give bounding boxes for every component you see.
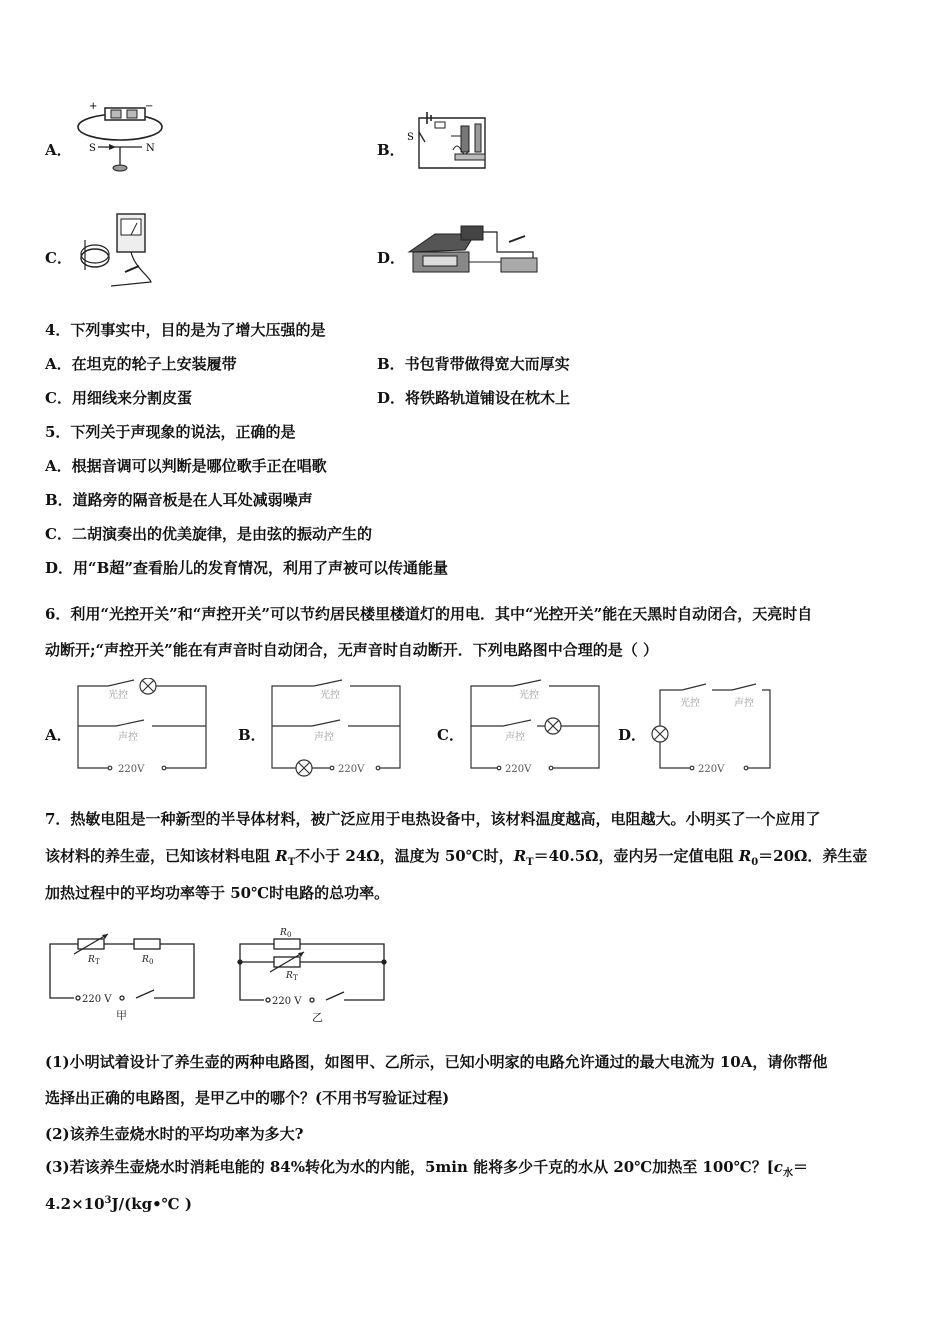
q7-part3-line1: (3)若该养生壶烧水时消耗电能的 84%转化为水的内能，5min 能将多少千克的水从 20℃加热至 100℃？[$c_水=$: [45, 1158, 808, 1179]
svg-text:光控: 光控: [519, 690, 539, 701]
svg-text:−: −: [145, 101, 154, 112]
svg-text:0: 0: [149, 958, 154, 966]
q7-circuit-jia: [44, 928, 204, 1027]
svg-text:T: T: [293, 974, 298, 982]
q7-part2: (2)该养生壶烧水时的平均功率为多大?: [45, 1125, 304, 1143]
svg-text:220V: 220V: [118, 764, 145, 775]
svg-text:0: 0: [287, 931, 292, 939]
svg-text:T: T: [95, 958, 100, 966]
q5-option-d: D．用“B超”查看胎儿的发育情况，利用了声被可以传通能量: [45, 559, 448, 577]
q6-option-d-label: D．: [618, 726, 647, 744]
svg-text:光控: 光控: [108, 690, 128, 701]
q6-circuit-d: [646, 678, 786, 782]
option-a-label: A．: [45, 141, 72, 159]
svg-text:S: S: [407, 132, 414, 143]
q6-option-c-label: C．: [437, 726, 464, 744]
svg-text:光控: 光控: [680, 698, 700, 709]
q5-option-a: A．根据音调可以判断是哪位歌手正在唱歌: [45, 457, 327, 475]
q6-stem-line1: 6．利用“光控开关”和“声控开关”可以节约居民楼里楼道灯的用电．其中“光控开关”能在天黑时自动闭合，天亮时自: [45, 605, 813, 623]
q4-stem: 4．下列事实中，目的是为了增大压强的是: [45, 321, 326, 339]
svg-text:220 V: 220 V: [82, 994, 112, 1005]
svg-text:R: R: [142, 955, 149, 965]
option-c-label: C．: [45, 249, 72, 267]
q6-circuit-b: [266, 678, 406, 782]
svg-text:声控: 声控: [314, 732, 334, 743]
q7-stem-line1: 7．热敏电阻是一种新型的半导体材料，被广泛应用于电热设备中，该材料温度越高，电阻越大。小明买了一个应用了: [45, 810, 821, 828]
svg-text:S: S: [89, 143, 96, 154]
q5-option-b: B．道路旁的隔音板是在人耳处减弱噪声: [45, 491, 313, 509]
q5-option-c: C．二胡演奏出的优美旋律，是由弦的振动产生的: [45, 525, 372, 543]
svg-text:220V: 220V: [505, 764, 532, 775]
q4-option-b: B．书包背带做得宽大而厚实: [377, 355, 570, 373]
svg-text:声控: 声控: [118, 732, 138, 743]
svg-text:乙: 乙: [312, 1011, 323, 1024]
q7-stem-line2: 该材料的养生壶，已知该材料电阻 $R_T$不小于 24Ω，温度为 50℃时，$R_T=40.5\Omega$，壶内另一定值电阻 $R_0=20\Omega$．养生壶: [45, 847, 868, 868]
option-b-label: B．: [377, 141, 405, 159]
q4-option-d: D．将铁路轨道铺设在枕木上: [377, 389, 571, 407]
svg-text:+: +: [89, 101, 98, 112]
q6-circuit-c: [465, 678, 605, 782]
svg-text:220V: 220V: [698, 764, 725, 775]
q5-stem: 5．下列关于声现象的说法，正确的是: [45, 423, 296, 441]
svg-text:R: R: [286, 971, 293, 981]
q4-option-a: A．在坦克的轮子上安装履带: [45, 355, 237, 373]
figure-b-relay: [405, 106, 495, 180]
option-d-label: D．: [377, 249, 406, 267]
q4-option-c: C．用细线来分割皮蛋: [45, 389, 192, 407]
q7-circuit-yi: [234, 920, 394, 1030]
q7-part1-line1: (1)小明试着设计了养生壶的两种电路图，如图甲、乙所示，已知小明家的电路允许通过的最大电流为 10A，请你帮他: [45, 1053, 828, 1071]
q6-option-a-label: A．: [45, 726, 72, 744]
figure-a-electromagnet: [75, 100, 170, 179]
q7-stem-line3: 加热过程中的平均功率等于 50℃时电路的总功率。: [45, 884, 390, 902]
svg-text:R: R: [88, 955, 95, 965]
q6-circuit-a: [72, 678, 212, 782]
q6-stem-line2: 动断开;“声控开关”能在有声音时自动闭合，无声音时自动断开．下列电路图中合理的是（ ）: [45, 641, 659, 659]
svg-text:甲: 甲: [116, 1009, 127, 1022]
q6-option-b-label: B．: [238, 726, 266, 744]
figure-c-generator: [75, 210, 165, 294]
svg-text:R: R: [280, 928, 287, 938]
figure-d-motor: [405, 222, 545, 286]
svg-text:N: N: [146, 143, 155, 154]
q7-part1-line2: 选择出正确的电路图，是甲乙中的哪个？(不用书写验证过程): [45, 1089, 450, 1107]
svg-text:光控: 光控: [320, 690, 340, 701]
svg-text:220V: 220V: [338, 764, 365, 775]
svg-text:声控: 声控: [734, 698, 754, 709]
svg-text:220 V: 220 V: [272, 996, 302, 1007]
svg-text:声控: 声控: [505, 732, 525, 743]
q7-part3-line2: $4.2\times 10^3J/(kg•℃$ ): [45, 1195, 192, 1213]
